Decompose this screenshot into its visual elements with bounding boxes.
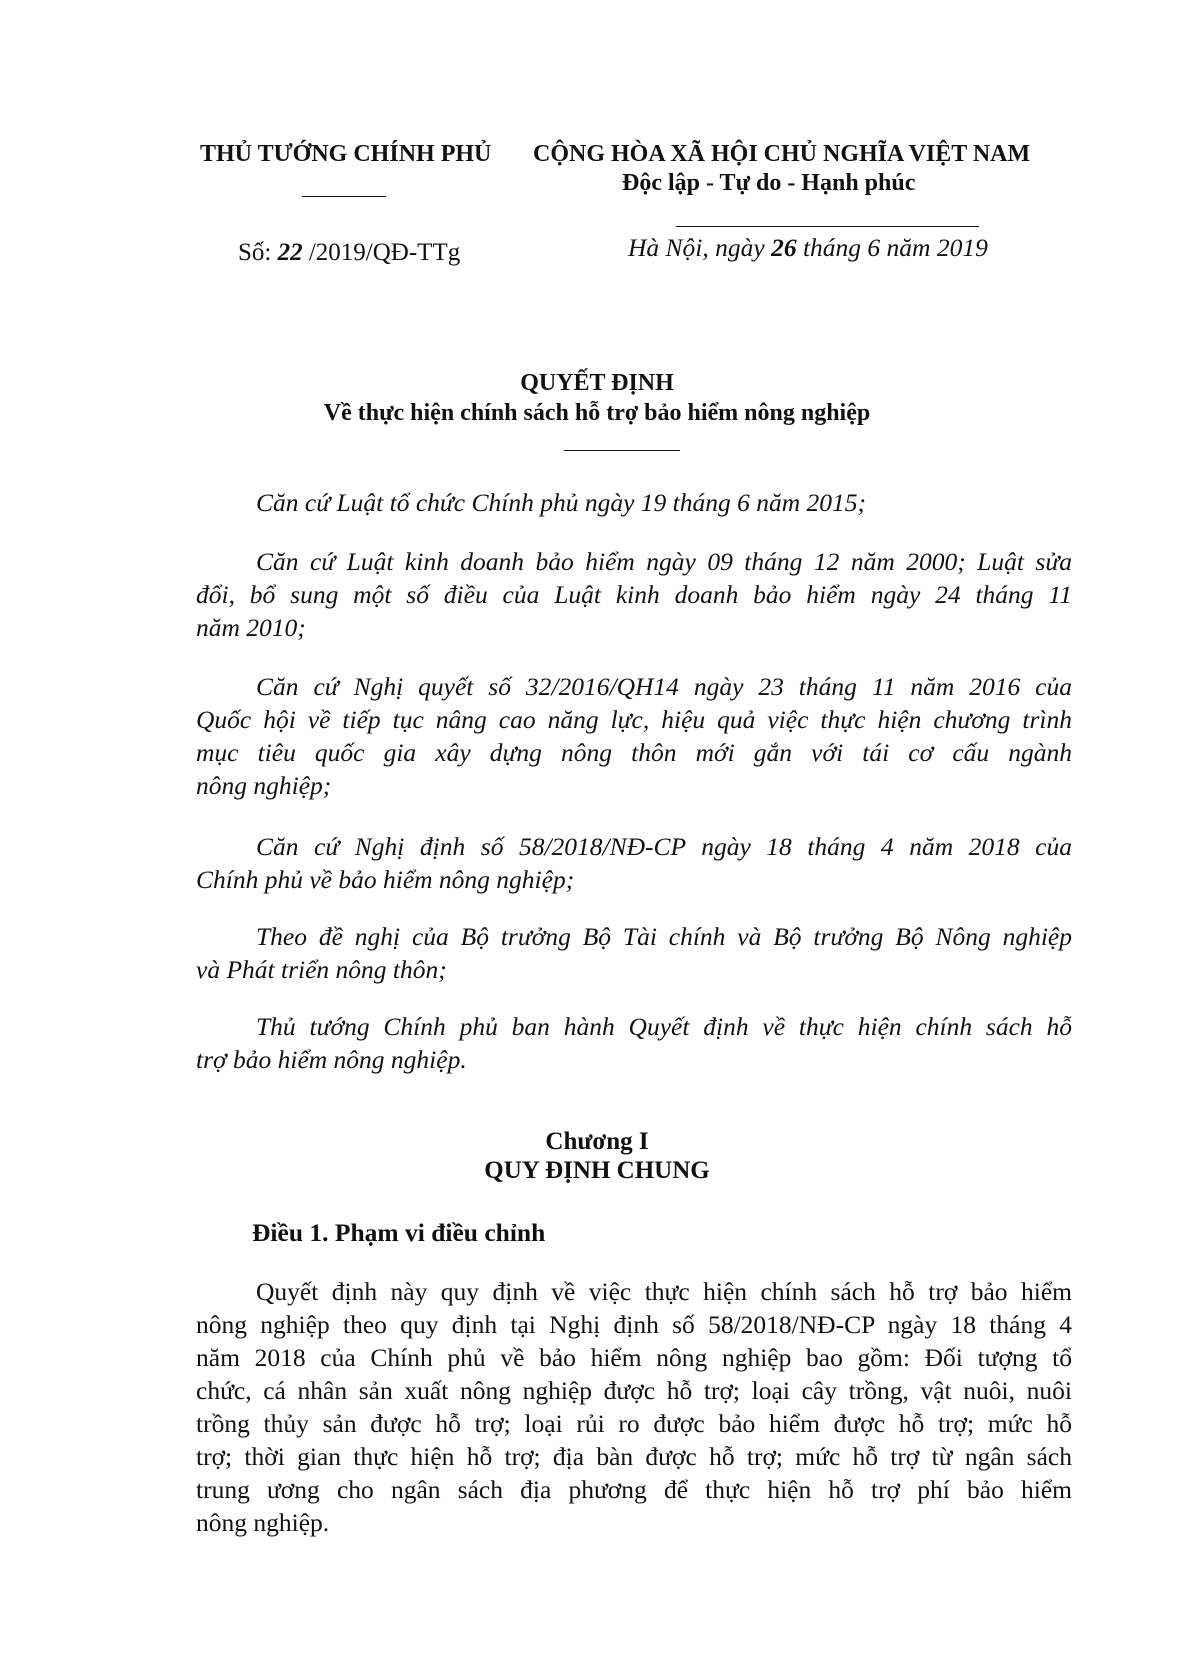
issuer-name: THỦ TƯỚNG CHÍNH PHỦ [200, 141, 492, 167]
document-number-prefix: Số: [238, 239, 272, 266]
article-line: chức, cá nhân sản xuất nông nghiệp được hỗ trợ; loại cây trồng, vật nuôi, nuôi [196, 1376, 1072, 1405]
preamble-line: năm 2010; [196, 613, 306, 642]
preamble-line: Căn cứ Nghị định số 58/2018/NĐ-CP ngày 18 tháng 4 năm 2018 của [256, 832, 1072, 861]
document-subject: Về thực hiện chính sách hỗ trợ bảo hiểm nông nghiệp [323, 400, 871, 426]
article-line: nông nghiệp theo quy định tại Nghị định số 58/2018/NĐ-CP ngày 18 tháng 4 [196, 1310, 1072, 1339]
article-line: Quyết định này quy định về việc thực hiện chính sách hỗ trợ bảo hiểm [256, 1277, 1072, 1306]
preamble-item [196, 545, 1072, 644]
article-line: nông nghiệp. [196, 1508, 330, 1537]
document-number-value: 22 [277, 239, 303, 266]
chapter-number: Chương I [545, 1128, 649, 1155]
preamble-line: Theo đề nghị của Bộ trưởng Bộ Tài chính và Bộ trưởng Bộ Nông nghiệp [256, 922, 1072, 951]
preamble-item [196, 920, 1072, 986]
preamble-item [196, 830, 1072, 896]
place-and-date [628, 233, 988, 263]
preamble-line: mục tiêu quốc gia xây dựng nông thôn mới gắn với tái cơ cấu ngành [196, 738, 1072, 767]
preamble-line: Căn cứ Luật kinh doanh bảo hiểm ngày 09 tháng 12 năm 2000; Luật sửa [256, 547, 1072, 576]
chapter-title: QUY ĐỊNH CHUNG [484, 1157, 710, 1184]
preamble-item [196, 1010, 1072, 1076]
article-line: trợ; thời gian thực hiện hỗ trợ; địa bàn được hỗ trợ; mức hỗ trợ từ ngân sách [196, 1442, 1072, 1471]
preamble-line: Căn cứ Nghị quyết số 32/2016/QH14 ngày 23 tháng 11 năm 2016 của [256, 672, 1072, 701]
date-day: 26 [771, 233, 797, 262]
country-name: CỘNG HÒA XÃ HỘI CHỦ NGHĨA VIỆT NAM [533, 141, 1031, 167]
article-line: trung ương cho ngân sách địa phương để thực hiện hỗ trợ phí bảo hiểm [196, 1475, 1072, 1504]
preamble-line: Chính phủ về bảo hiểm nông nghiệp; [196, 865, 575, 894]
document-type: QUYẾT ĐỊNH [520, 370, 674, 396]
document-number-suffix: /2019/QĐ-TTg [308, 239, 461, 266]
article-body [196, 1275, 1072, 1539]
place-date-prefix: Hà Nội, ngày [628, 233, 765, 262]
article-line: trồng thủy sản được hỗ trợ; loại rủi ro được bảo hiểm được hỗ trợ; mức hỗ [196, 1409, 1072, 1438]
preamble-line: Căn cứ Luật tổ chức Chính phủ ngày 19 tháng 6 năm 2015; [256, 488, 867, 517]
preamble-item [196, 486, 1072, 519]
preamble-item [196, 670, 1072, 802]
article-line: năm 2018 của Chính phủ về bảo hiểm nông nghiệp bao gồm: Đối tượng tổ [196, 1343, 1072, 1372]
place-date-suffix: tháng 6 năm 2019 [802, 233, 988, 262]
document-number [238, 236, 460, 269]
national-motto: Độc lập - Tự do - Hạnh phúc [622, 170, 916, 196]
preamble-line: Thủ tướng Chính phủ ban hành Quyết định về thực hiện chính sách hỗ [256, 1012, 1072, 1041]
preamble-line: Quốc hội về tiếp tục nâng cao năng lực, hiệu quả việc thực hiện chương trình [196, 705, 1072, 734]
motto-underline [676, 226, 979, 227]
article-heading: Điều 1. Phạm vi điều chỉnh [252, 1218, 546, 1247]
issuer-underline [302, 196, 386, 197]
preamble-line: và Phát triển nông thôn; [196, 955, 447, 984]
preamble-line: trợ bảo hiểm nông nghiệp. [196, 1045, 467, 1074]
title-underline [564, 450, 680, 451]
preamble-line: đổi, bổ sung một số điều của Luật kinh doanh bảo hiểm ngày 24 tháng 11 [196, 580, 1072, 609]
preamble-line: nông nghiệp; [196, 771, 332, 800]
